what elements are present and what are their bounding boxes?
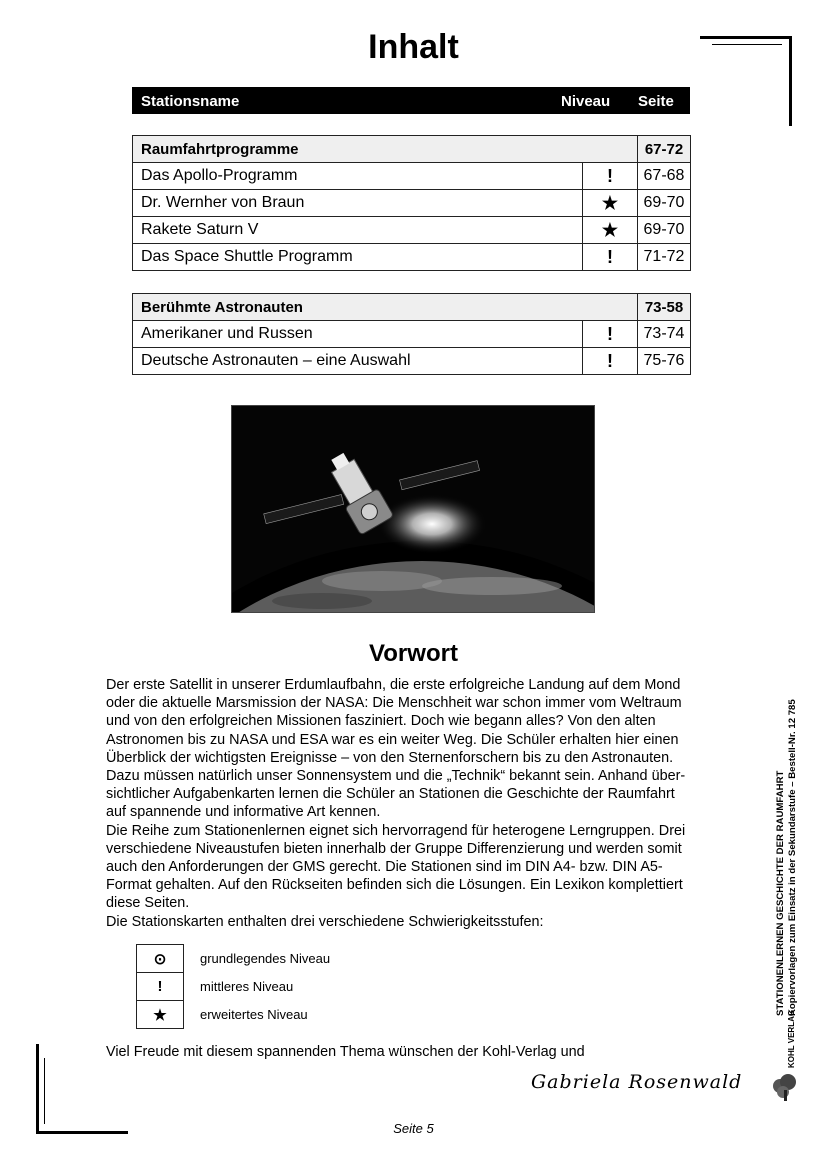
toc-row-level: ! xyxy=(583,163,638,190)
toc-row-page: 69-70 xyxy=(638,217,691,244)
preface-line: verschiedene Niveaustufen bieten innerhalb der Gruppe Differenzierung und werden somit xyxy=(106,840,682,857)
toc-section-pages: 67-72 xyxy=(638,136,691,163)
publisher-logo-text: KOHL VERLAG xyxy=(787,1009,796,1068)
preface-line: Dazu müssen natürlich unser Sonnensystem und die „Technik“ bekannt sein. Anhand über- xyxy=(106,768,686,785)
preface-line: oder die aktuelle Marsmission der NASA: Die Menschheit war schon immer vom Weltraum xyxy=(106,695,682,712)
toc-row xyxy=(133,348,691,375)
toc-row-page: 71-72 xyxy=(638,244,691,271)
publisher-logo-icon xyxy=(770,1072,804,1102)
preface-line: Astronomen bis zu NASA und ESA war es ein weiter Weg. Die Schüler erhalten hier einen xyxy=(106,731,679,748)
toc-header-name: Stationsname xyxy=(141,93,240,110)
satellite-photo xyxy=(231,405,595,613)
legend-label: mittleres Niveau xyxy=(200,979,294,994)
legend-row xyxy=(137,1001,332,1029)
preface-text xyxy=(106,676,731,931)
toc-section-pages: 73-58 xyxy=(638,294,691,321)
toc-row-level: ! xyxy=(583,244,638,271)
preface-line: Die Stationskarten enthalten drei verschiedene Schwierigkeitsstufen: xyxy=(106,913,544,930)
preface-line: sichtlicher Aufgabenkarten lernen die Schüler an Stationen die Geschichte der Raumfahrt xyxy=(106,786,675,803)
closing-text: Viel Freude mit diesem spannenden Thema wünschen der Kohl-Verlag und xyxy=(106,1044,585,1060)
legend-row xyxy=(137,973,332,1001)
toc-header-page: Seite xyxy=(638,93,674,110)
toc-header-level: Niveau xyxy=(561,93,611,110)
toc-section-astronauten xyxy=(132,293,691,375)
toc-row xyxy=(133,321,691,348)
page-number: Seite 5 xyxy=(393,1121,434,1136)
satellite-image xyxy=(232,406,594,612)
page-title: Inhalt xyxy=(368,28,459,66)
preface-line: Format gehalten. Auf den Rückseiten befinden sich die Lösungen. Ein Lexikon komplettiert xyxy=(106,877,683,894)
toc-row-name: Deutsche Astronauten – eine Auswahl xyxy=(133,348,583,375)
toc-row-name: Rakete Saturn V xyxy=(133,217,583,244)
preface-line: auf spannende und informative Art kennen. xyxy=(106,804,381,821)
toc-section-title: Raumfahrtprogramme xyxy=(133,136,638,163)
toc-row-page: 73-74 xyxy=(638,321,691,348)
toc-row-level: ! xyxy=(583,321,638,348)
toc-header xyxy=(132,87,690,114)
toc-row-level: ★ xyxy=(583,217,638,244)
toc-row-name: Dr. Wernher von Braun xyxy=(133,190,583,217)
basic-level-icon: ⊙ xyxy=(137,945,184,973)
toc-row xyxy=(133,244,691,271)
medium-level-icon: ! xyxy=(137,973,184,1001)
toc-section-title: Berühmte Astronauten xyxy=(133,294,638,321)
series-subtitle: Kopiervorlagen zum Einsatz in der Sekundarstufe – Bestell-Nr. 12 785 xyxy=(787,699,798,1016)
toc-row-page: 69-70 xyxy=(638,190,691,217)
series-title: STATIONENLERNEN GESCHICHTE DER RAUMFAHRT xyxy=(775,770,786,1016)
preface-line: Überblick der wichtigsten Ereignisse – von den Sternenforschern bis zu den Astronauten. xyxy=(106,749,674,766)
preface-line: auch den Anforderungen der GMS gerecht. Die Stationen sind im DIN A4- bzw. DIN A5- xyxy=(106,859,663,876)
toc-section-raumfahrtprogramme xyxy=(132,135,691,271)
series-sidebar xyxy=(775,699,799,1016)
preface-heading: Vorwort xyxy=(369,640,458,667)
toc-row-page: 67-68 xyxy=(638,163,691,190)
level-legend xyxy=(136,944,332,1029)
preface-line: und von den erfolgreichen Missionen fasziniert. Doch wie begann alles? Von den alten xyxy=(106,713,656,730)
preface-line: diese Seiten. xyxy=(106,895,190,912)
toc-row xyxy=(133,217,691,244)
author-signature: Gabriela Rosenwald xyxy=(531,1071,743,1093)
toc-row-level: ! xyxy=(583,348,638,375)
toc-section-row xyxy=(133,136,691,163)
legend-row xyxy=(137,945,332,973)
legend-label: erweitertes Niveau xyxy=(200,1007,308,1022)
toc-row-name: Das Apollo-Programm xyxy=(133,163,583,190)
toc-row-level: ★ xyxy=(583,190,638,217)
legend-label: grundlegendes Niveau xyxy=(200,951,331,966)
toc-row-name: Das Space Shuttle Programm xyxy=(133,244,583,271)
toc-row xyxy=(133,190,691,217)
preface-line: Die Reihe zum Stationenlernen eignet sich hervorragend für heterogene Lerngruppen. Drei xyxy=(106,822,686,839)
toc-row xyxy=(133,163,691,190)
advanced-level-icon: ★ xyxy=(137,1001,184,1029)
toc-row-name: Amerikaner und Russen xyxy=(133,321,583,348)
preface-line: Der erste Satellit in unserer Erdumlaufbahn, die erste erfolgreiche Landung auf dem Mond xyxy=(106,677,681,693)
corner-decoration-bottom-left-inner xyxy=(44,1058,45,1124)
toc-row-page: 75-76 xyxy=(638,348,691,375)
toc-section-row xyxy=(133,294,691,321)
